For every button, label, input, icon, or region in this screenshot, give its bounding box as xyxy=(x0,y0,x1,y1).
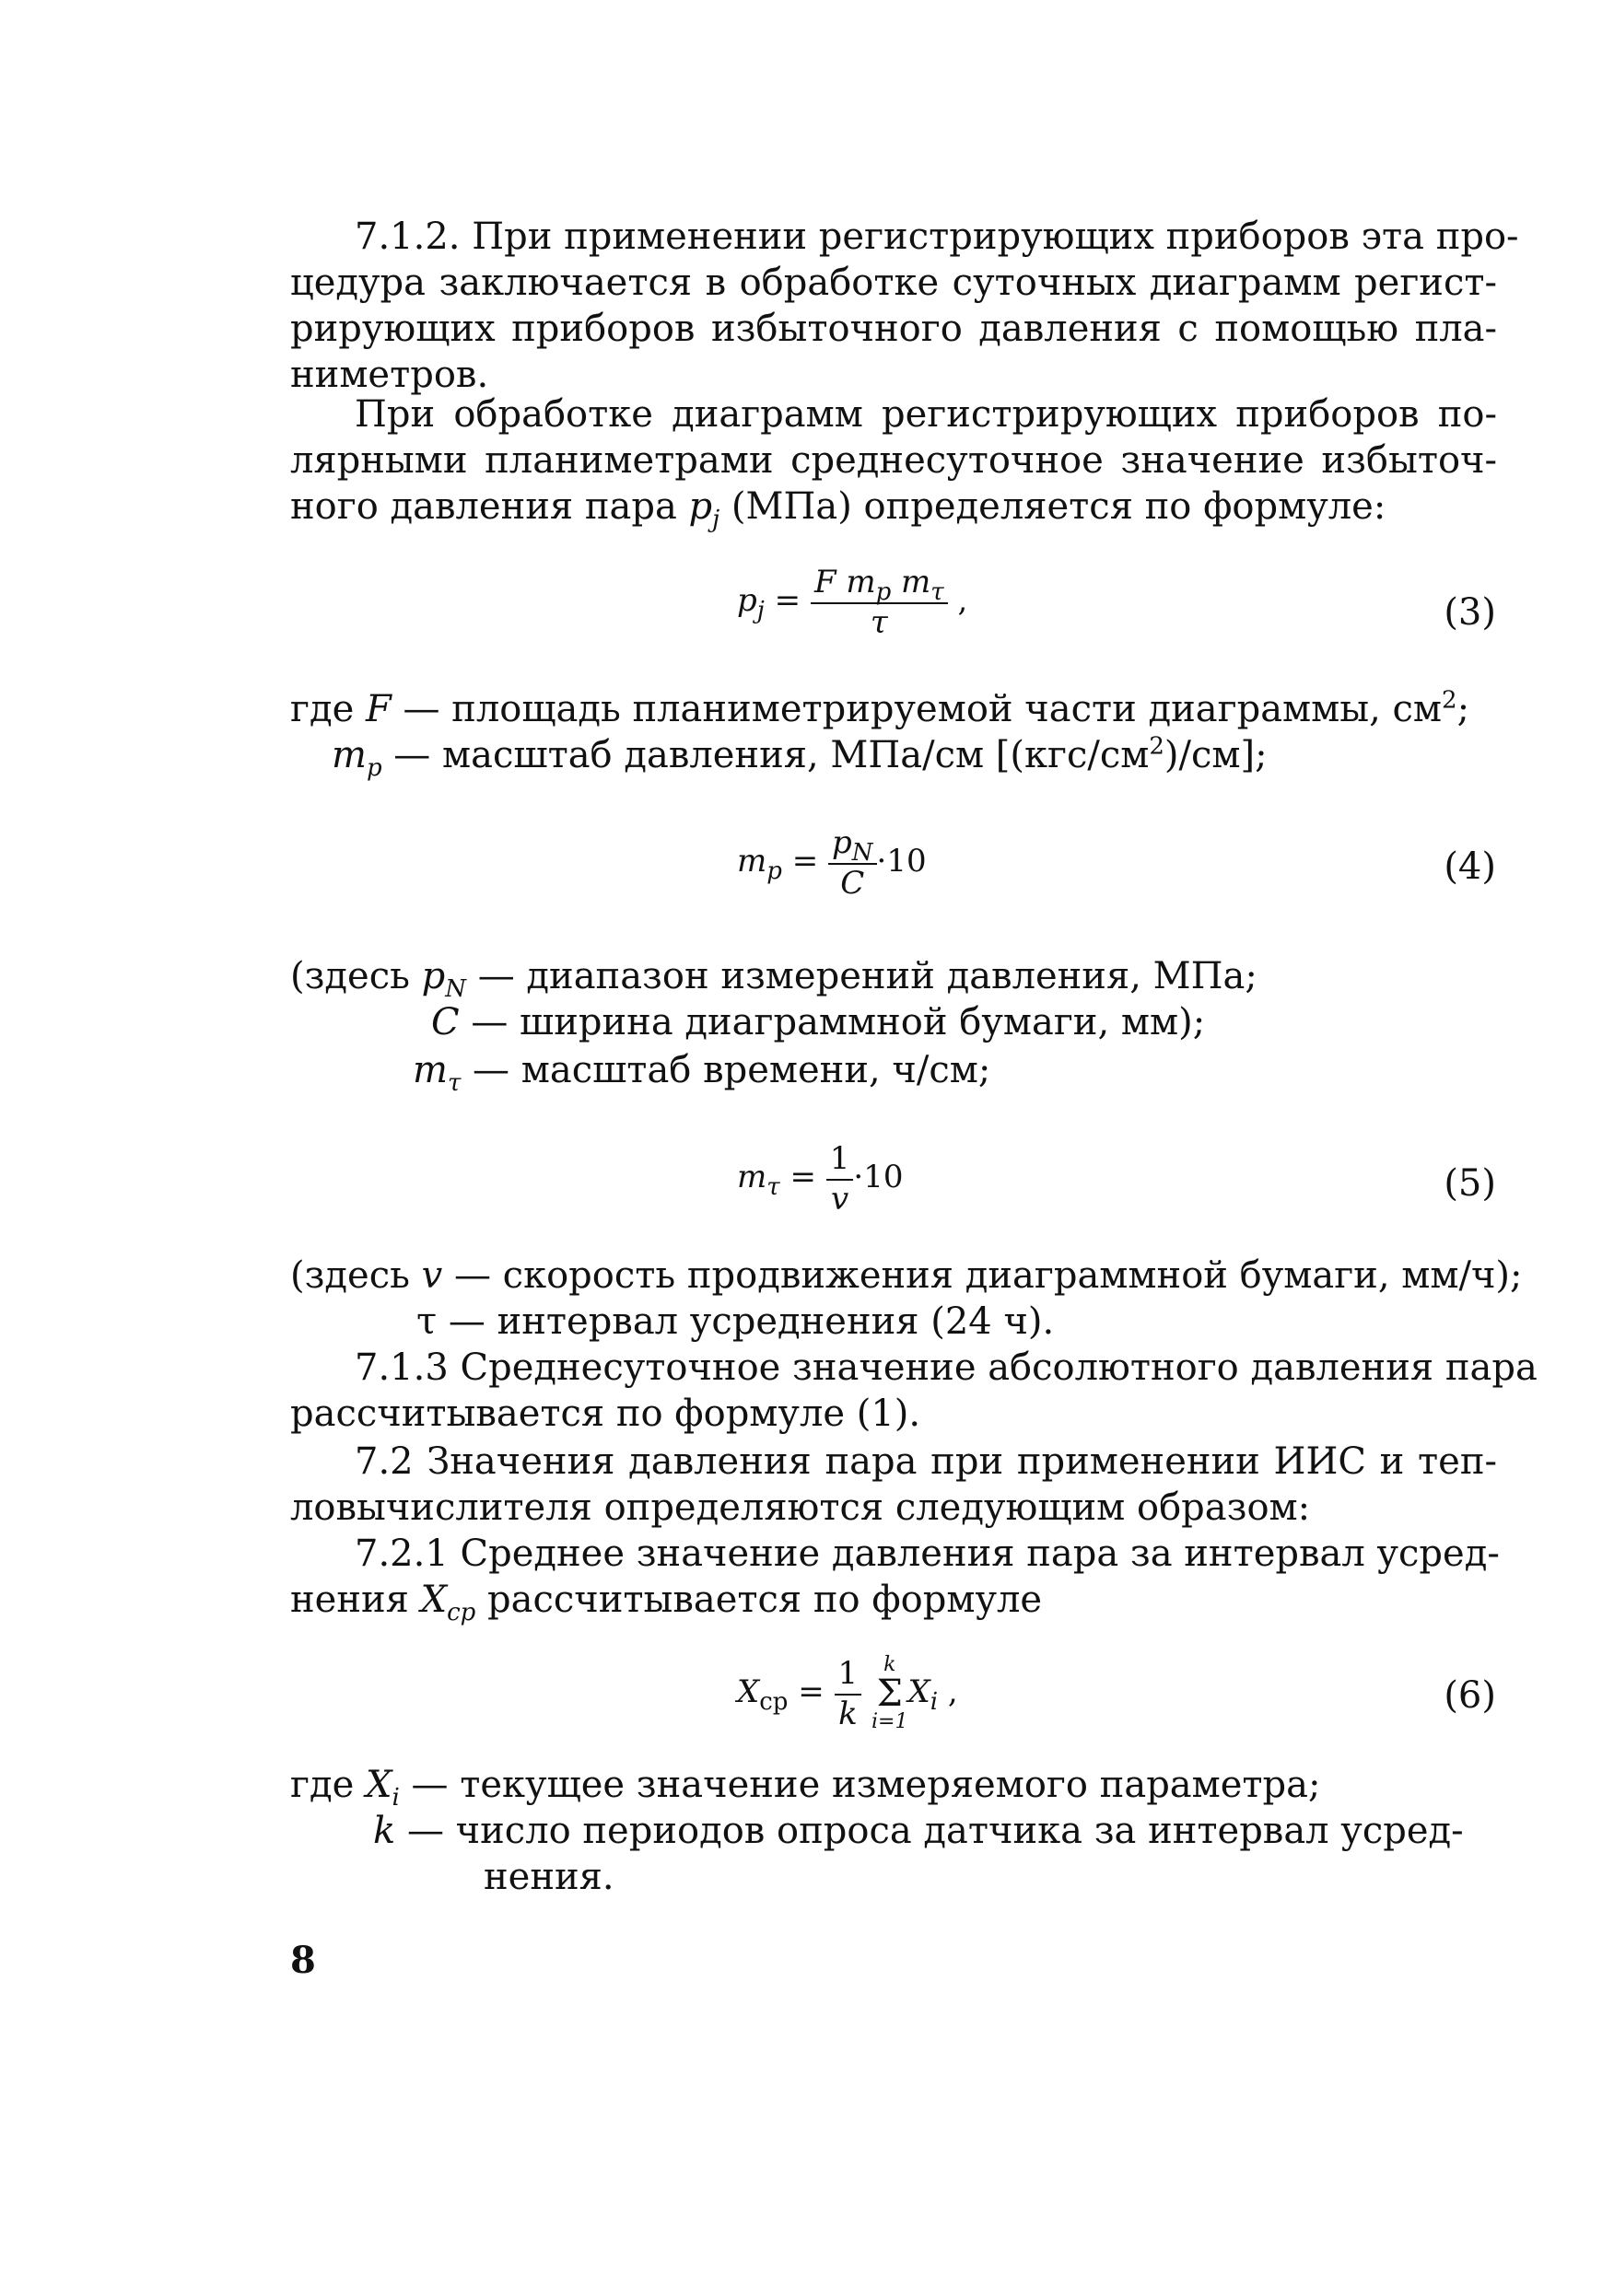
fraction xyxy=(826,1140,854,1218)
text-fragment: (здесь xyxy=(290,955,422,997)
multiplier: ·10 xyxy=(853,1159,904,1195)
text-fragment: — масштаб времени, ч/см; xyxy=(461,1049,991,1091)
paragraph-7-1-3 xyxy=(290,1345,1538,1437)
denominator: τ xyxy=(870,604,888,641)
text-fragment: — площадь планиметрируемой части диаграммы, см xyxy=(391,688,1443,730)
variable: p xyxy=(737,582,757,619)
num-part: m xyxy=(891,564,931,600)
text-line: лярными планиметрами среднесуточное значение избыточ- xyxy=(290,439,1497,482)
variable: m xyxy=(413,1049,448,1091)
text-line: рассчитывается по формуле (1). xyxy=(290,1393,921,1435)
superscript: 2 xyxy=(1149,732,1164,761)
text-fragment: где xyxy=(290,1764,366,1806)
punctuation: , xyxy=(947,582,968,619)
text-line xyxy=(290,1577,1497,1626)
text-line: При обработке диаграмм регистрирующих приборов по- xyxy=(355,393,1497,436)
paragraph-7-2 xyxy=(290,1439,1497,1531)
definition-mp xyxy=(332,732,1268,782)
variable: m xyxy=(737,843,767,880)
equals-sign: = xyxy=(788,1673,835,1710)
text-fragment: — диапазон измерений давления, МПа; xyxy=(465,955,1257,997)
text-fragment: рассчитывается по формуле xyxy=(475,1579,1043,1621)
num-part: p xyxy=(832,824,852,861)
text-line: 7.2.1 Среднее значение давления пара за интервал усред- xyxy=(355,1533,1500,1575)
denominator: k xyxy=(838,1696,858,1732)
subscript: p xyxy=(366,754,382,782)
equals-sign: = xyxy=(779,1159,826,1195)
num-part: F m xyxy=(813,564,876,600)
sum-upper-limit: k xyxy=(883,1653,896,1676)
subscript: p xyxy=(875,577,892,606)
numerator: 1 xyxy=(826,1140,854,1181)
formula-4 xyxy=(737,824,1105,902)
subscript: τ xyxy=(766,1172,780,1201)
subscript: i xyxy=(930,1687,939,1716)
fraction xyxy=(811,564,948,641)
text-fragment: (МПа) определяется по формуле: xyxy=(719,485,1386,528)
subscript: τ xyxy=(447,1069,462,1097)
definition-mtau xyxy=(413,1047,991,1097)
formula-3 xyxy=(737,564,1105,641)
numerator: 1 xyxy=(835,1655,862,1696)
subscript: N xyxy=(851,838,873,867)
formula-5 xyxy=(737,1140,1105,1218)
definition-v xyxy=(290,1253,1523,1299)
definition-C xyxy=(431,999,1205,1045)
text-line: ловычислителя определяются следующим образом: xyxy=(290,1486,1311,1529)
definition-tau xyxy=(416,1299,1054,1345)
sum-lower-limit: i=1 xyxy=(871,1710,908,1733)
definition-F xyxy=(290,686,1469,732)
subscript: j xyxy=(756,596,765,624)
punctuation: , xyxy=(938,1673,958,1710)
variable: k xyxy=(373,1810,396,1852)
equals-sign: = xyxy=(781,843,829,880)
text-line: ниметров. xyxy=(290,354,489,396)
paragraph-polar-planimeter xyxy=(290,391,1497,533)
variable: p xyxy=(421,955,446,997)
fraction xyxy=(835,1655,862,1732)
equals-sign: = xyxy=(764,582,811,619)
text-fragment: где xyxy=(290,688,366,730)
variable: m xyxy=(737,1159,767,1195)
equation-number-3: (3) xyxy=(1444,591,1496,634)
subscript: N xyxy=(445,975,466,1003)
subscript: i xyxy=(392,1784,400,1812)
subscript: p xyxy=(766,857,782,885)
denominator: v xyxy=(830,1181,849,1218)
text-fragment: — число периодов опроса датчика за интервал усред- xyxy=(395,1810,1464,1852)
fraction xyxy=(828,824,877,902)
paragraph-7-2-1 xyxy=(290,1531,1500,1626)
variable: X xyxy=(907,1673,930,1710)
text-fragment: — интервал усреднения (24 ч). xyxy=(437,1300,1055,1343)
formula-6 xyxy=(737,1653,1105,1734)
text-line: рирующих приборов избыточного давления с помощью пла- xyxy=(290,308,1497,350)
denominator: C xyxy=(840,865,865,902)
text-line xyxy=(290,484,1497,533)
subscript: ср xyxy=(759,1687,789,1716)
variable: X xyxy=(420,1579,448,1621)
variable: F xyxy=(365,688,392,730)
subscript: j xyxy=(712,506,720,533)
text-fragment: — текущее значение измеряемого параметра; xyxy=(399,1764,1321,1806)
text-line: 7.1.3 Среднесуточное значение абсолютного давления пара xyxy=(355,1346,1538,1389)
text-fragment: (здесь xyxy=(290,1254,422,1297)
subscript: τ xyxy=(930,577,944,606)
text-line: 7.1.2. При применении регистрирующих приборов эта про- xyxy=(355,216,1519,258)
multiplier: ·10 xyxy=(876,843,927,880)
variable: X xyxy=(737,1673,760,1710)
variable: v xyxy=(421,1254,443,1297)
text-line: цедура заключается в обработке суточных диаграмм регист- xyxy=(290,262,1497,304)
text-fragment: — ширина диаграммной бумаги, мм); xyxy=(459,1001,1206,1043)
text-line: 7.2 Значения давления пара при применении ИИС и теп- xyxy=(355,1440,1497,1483)
text-fragment: — масштаб давления, МПа/см [(кгс/см xyxy=(381,734,1150,776)
definition-k xyxy=(373,1808,1464,1854)
variable: X xyxy=(365,1764,392,1806)
equation-number-5: (5) xyxy=(1444,1162,1496,1205)
page-number: 8 xyxy=(290,1939,316,1982)
definition-pN xyxy=(290,953,1257,1003)
variable: C xyxy=(431,1001,460,1043)
variable: m xyxy=(332,734,367,776)
superscript: 2 xyxy=(1442,686,1457,715)
equation-number-4: (4) xyxy=(1444,845,1496,888)
text-fragment: ; xyxy=(1456,688,1470,730)
subscript: ср xyxy=(447,1599,476,1626)
definition-Xi xyxy=(290,1762,1321,1812)
numerator xyxy=(811,564,948,604)
summation xyxy=(871,1653,907,1734)
text-fragment: — скорость продвижения диаграммной бумаги, мм/ч); xyxy=(442,1254,1523,1297)
definition-k-continued: нения. xyxy=(484,1856,614,1898)
equation-number-6: (6) xyxy=(1444,1674,1496,1717)
variable: p xyxy=(688,485,713,528)
paragraph-7-1-2 xyxy=(290,214,1519,398)
text-fragment: )/см]; xyxy=(1164,734,1268,776)
text-fragment: нения xyxy=(290,1579,421,1621)
numerator xyxy=(828,824,877,865)
sigma-symbol: Σ xyxy=(876,1672,903,1715)
variable: τ xyxy=(416,1300,438,1343)
text-fragment: ного давления пара xyxy=(290,485,689,528)
